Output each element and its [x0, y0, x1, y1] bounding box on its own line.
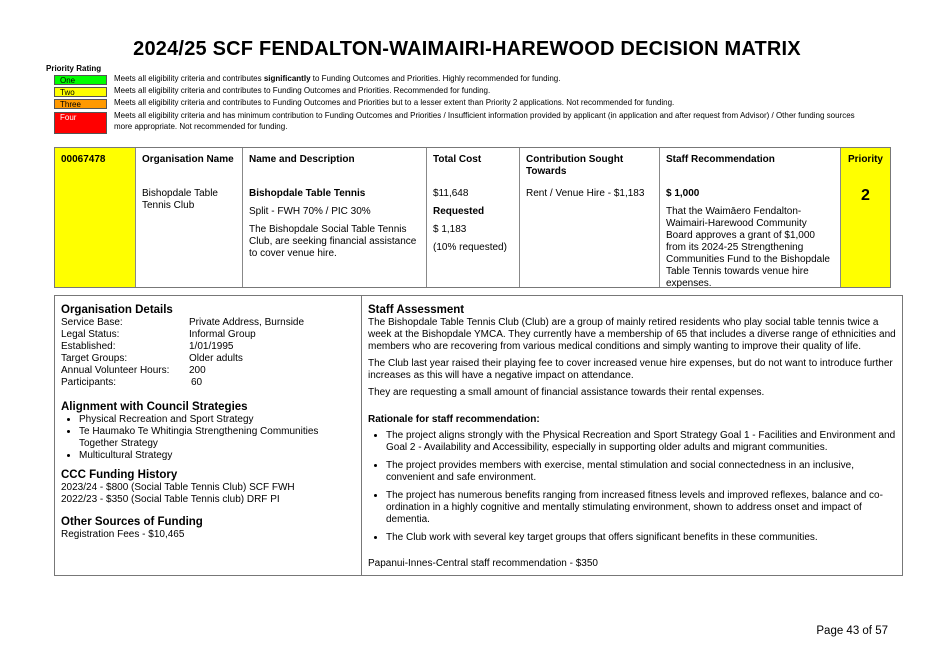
list-item: • The project aligns strongly with the Physical Recreation and Sport Strategy Goal 1 - Facilities and Environment and Goal 2 - Availability and Accessibility, especially in supporting older adults and migrant communities. — [386, 430, 896, 454]
org-name-header: Organisation Name — [142, 154, 234, 165]
detail-row: Annual Volunteer Hours: 200 — [61, 365, 206, 376]
total-cost-header: Total Cost — [433, 154, 482, 165]
requested-label: Requested — [433, 206, 485, 217]
staff-assessment-pane — [362, 296, 902, 575]
total-cost-col — [426, 148, 519, 287]
staff-recommendation-amount: $ 1,000 — [666, 188, 700, 199]
assessment-paragraph: They are requesting a small amount of financial assistance towards their rental expenses. — [368, 387, 765, 398]
detail-row: Service Base: Private Address, Burnside — [61, 317, 305, 328]
page-number: Page 43 of 57 — [816, 625, 888, 637]
list-item: • Physical Recreation and Sport Strategy — [79, 414, 355, 426]
org-name-value: Bishopdale Table Tennis Club — [142, 188, 218, 211]
application-id-cell — [55, 148, 135, 287]
priority-rating-heading: Priority Rating — [46, 64, 102, 73]
project-description: The Bishopdale Social Table Tennis Club, are seeking financial assistance to cover venue hire. — [249, 224, 417, 259]
requested-percent: (10% requested) — [433, 242, 507, 253]
assessment-paragraph: The Bishopdale Table Tennis Club (Club) are a group of mainly retired residents who play social table tennis twice a week at the Bishopdale YMCA. They currently have a membership of 65 that includes a diverse range of ethnicities and members who are recovering from various medical conditions and simply wanting to improve their quality of life. — [368, 317, 896, 352]
name-description-col — [242, 148, 426, 287]
staff-recommendation-col — [659, 148, 840, 287]
org-details-heading: Organisation Details — [61, 304, 173, 316]
priority-desc-two: Meets all eligibility criteria and contributes to Funding Outcomes and Priorities. Recommended for funding. — [114, 86, 491, 95]
details-panel — [54, 295, 903, 576]
contribution-value: Rent / Venue Hire - $1,183 — [526, 188, 645, 199]
ccc-history-heading: CCC Funding History — [61, 469, 178, 481]
list-item: • Te Haumako Te Whitingia Strengthening Communities Together Strategy — [79, 426, 355, 450]
alignment-list — [61, 414, 355, 462]
staff-recommendation-text: That the Waimāero Fendalton-Waimairi-Harewood Community Board approves a grant of $1,000 from its 2024-25 Strengthening Communities Fund to the Bishopdale Table Tennis towards venue hire expenses. — [666, 206, 830, 289]
detail-row: Target Groups: Older adults — [61, 353, 243, 364]
page-title: 2024/25 SCF FENDALTON-WAIMAIRI-HAREWOOD DECISION MATRIX — [133, 38, 801, 60]
staff-assessment-heading: Staff Assessment — [368, 304, 465, 316]
priority-badge-three: Three — [54, 99, 107, 109]
requested-amount: $ 1,183 — [433, 224, 467, 235]
list-item: • The project provides members with exercise, mental stimulation and social connectedness in an inclusive, convenient and safe environment. — [386, 460, 896, 484]
project-name: Bishopdale Table Tennis — [249, 188, 366, 199]
org-details-pane — [55, 296, 362, 575]
application-id: 00067478 — [61, 154, 106, 165]
org-name-col — [135, 148, 242, 287]
contribution-col — [519, 148, 659, 287]
priority-badge-one: One — [54, 75, 107, 85]
detail-row: Established: 1/01/1995 — [61, 341, 234, 352]
staff-recommendation-header: Staff Recommendation — [666, 154, 775, 165]
priority-desc-one: Meets all eligibility criteria and contributes significantly to Funding Outcomes and Priorities. Highly recommended for funding. — [114, 74, 561, 83]
alignment-heading: Alignment with Council Strategies — [61, 401, 248, 413]
priority-badge-two: Two — [54, 87, 107, 97]
detail-row: Participants: 60 — [61, 377, 203, 388]
priority-value: 2 — [861, 187, 870, 204]
list-item: 2022/23 - $350 (Social Table Tennis club) DRF PI — [61, 494, 280, 505]
list-item: • The project has numerous benefits ranging from increased fitness levels and improved reflexes, balance and co-ordination in a highly cognitive and mentally stimulating environment, shown to address onset and impact of dementia. — [386, 490, 896, 526]
footer-note: Papanui-Innes-Central staff recommendation - $350 — [368, 558, 598, 569]
priority-desc-four: Meets all eligibility criteria and has minimum contribution to Funding Outcomes and Priorities / Insufficient information provided by applicant (in application and after request from Advisor) / Other funding sources more appropriate. Not recommended for funding. — [114, 111, 855, 131]
list-item: Registration Fees - $10,465 — [61, 529, 185, 540]
name-description-header: Name and Description — [249, 154, 355, 165]
list-item: • Multicultural Strategy — [79, 450, 355, 462]
funding-split: Split - FWH 70% / PIC 30% — [249, 206, 371, 217]
priority-header: Priority — [847, 154, 883, 165]
list-item: • The Club work with several key target groups that offers significant benefits in these communities. — [386, 532, 896, 544]
detail-row: Legal Status: Informal Group — [61, 329, 256, 340]
list-item: 2023/24 - $800 (Social Table Tennis Club) SCF FWH — [61, 482, 295, 493]
priority-desc-three: Meets all eligibility criteria and contributes to Funding Outcomes and Priorities but to a lesser extent than Priority 2 applications. Not recommended for funding. — [114, 98, 675, 107]
assessment-paragraph: The Club last year raised their playing fee to cover increased venue hire expenses, but do not want to introduce further increases as this will have a negative impact on attendance. — [368, 358, 893, 381]
rationale-heading: Rationale for staff recommendation: — [368, 414, 540, 425]
summary-table — [54, 147, 891, 288]
priority-badge-four: Four — [54, 112, 107, 134]
contribution-header: Contribution Sought Towards — [526, 154, 624, 177]
total-cost-value: $11,648 — [433, 188, 469, 199]
rationale-list — [368, 430, 896, 544]
other-funding-heading: Other Sources of Funding — [61, 516, 203, 528]
priority-col — [840, 148, 890, 287]
